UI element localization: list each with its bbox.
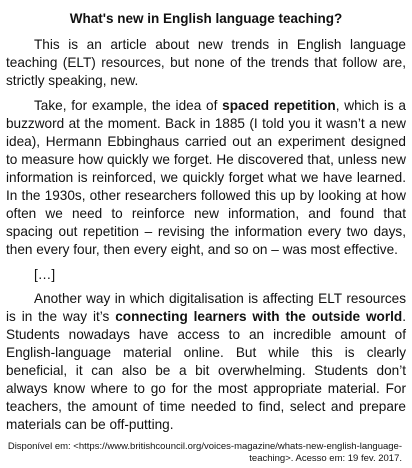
article-title: What's new in English language teaching? xyxy=(69,11,343,26)
omission-marker: […] xyxy=(34,267,56,282)
highlight-term: connecting learners with the outside world xyxy=(115,309,403,324)
paragraph-text: . Students nowadays have access to an incredible amount of English-language material online. But while this is clearly beneficial, it can also be a bit overwhelming. Students don’t always know where to go for the most appropriate material. For teachers, the amount of time needed to find, select and prepare materials can be off-putting. xyxy=(6,309,406,432)
highlight-term: spaced repetition xyxy=(222,98,336,113)
paragraph-digitalisation xyxy=(6,290,406,434)
source-line: teaching>. Acesso em: 19 fev. 2017. xyxy=(249,453,402,464)
paragraph-spaced-repetition xyxy=(6,97,406,259)
paragraph-text: , which is a buzzword at the moment. Back in 1885 (I told you it wasn’t a new idea), Hermann Ebbinghaus carried out an experiment designed to measure how quickly we forget. He discovered that, unless new information is reinforced, we quickly forget what we have learned. In the 1930s, other researchers followed this up by looking at how often we need to reinforce new information, and found that spacing out repetition – revising the information every two days, then every four, then every eight, and so on – was most effective. xyxy=(6,98,406,257)
source-citation xyxy=(6,441,406,465)
paragraph-text: Another way in which digitalisation is affecting ELT resources is in the way it’s xyxy=(6,291,406,324)
paragraph-intro: This is an article about new trends in English language teaching (ELT) resources, but none of the trends that follow are, strictly speaking, new. xyxy=(6,37,406,88)
paragraph-text: Take, for example, the idea of xyxy=(34,98,223,113)
source-line: Disponível em: <https://www.britishcouncil.org/voices-magazine/whats-new-english-language- xyxy=(7,441,402,452)
